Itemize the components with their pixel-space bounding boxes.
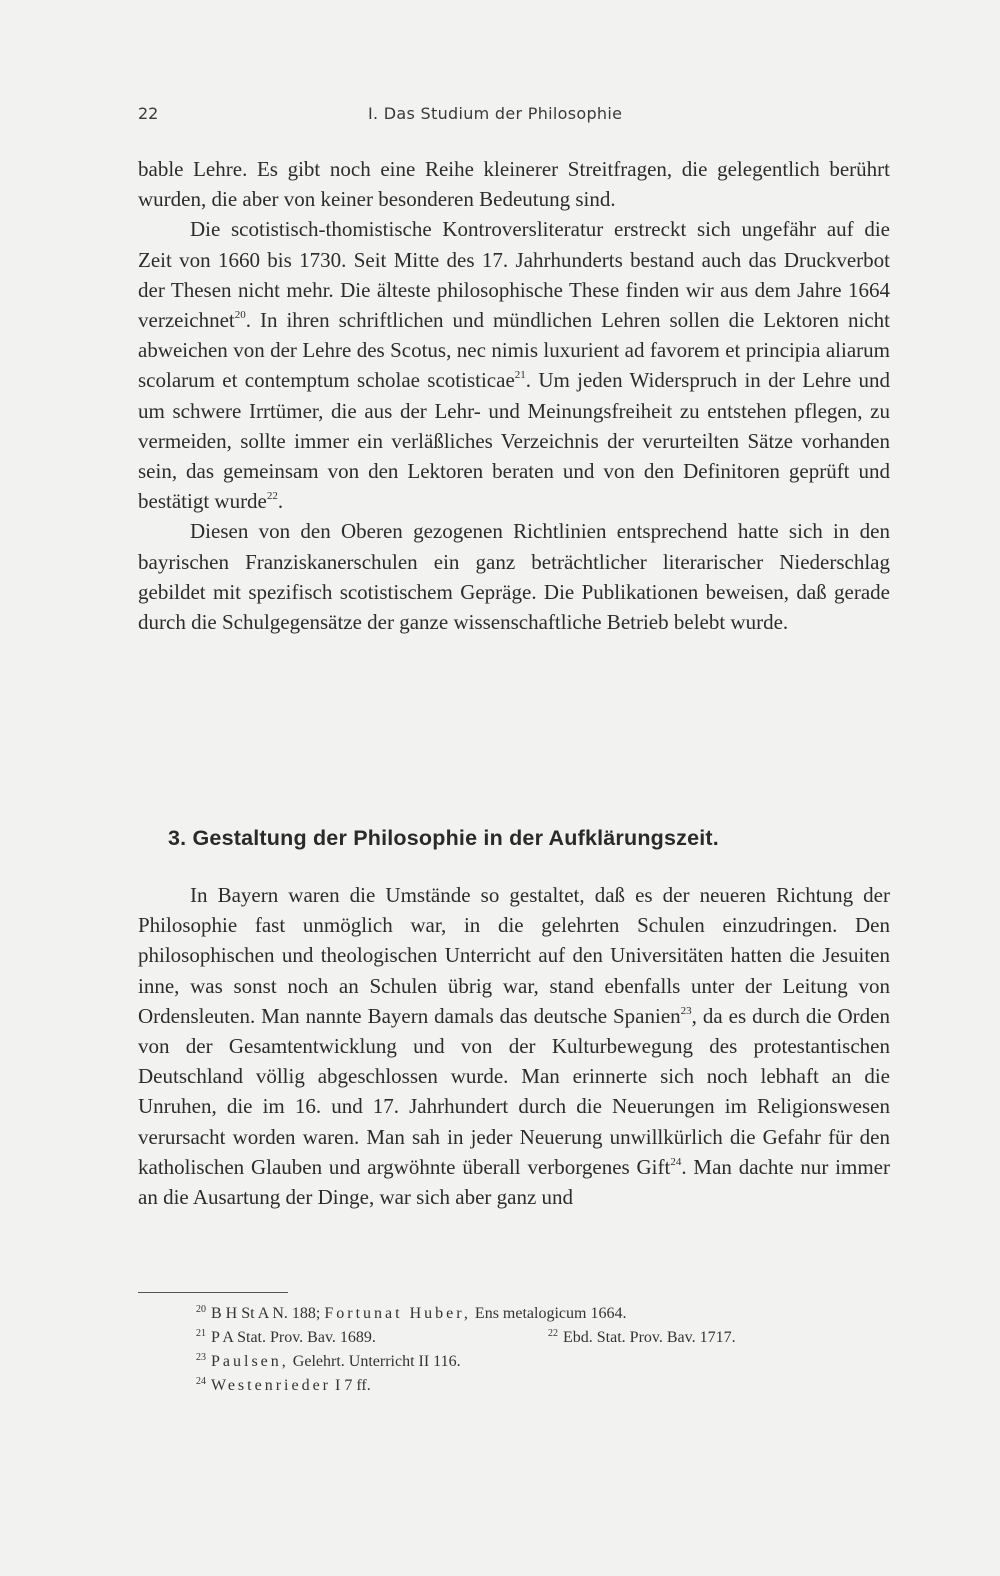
footnote-author: Fortunat Huber,: [324, 1305, 471, 1322]
footnote-line: [138, 1346, 890, 1370]
text-run: . Man dachte nur immer an die Ausartung der Dinge, war sich aber ganz und: [138, 1154, 890, 1210]
footnotes: [138, 1298, 890, 1394]
footnote-text: P A Stat. Prov. Bav. 1689.: [211, 1329, 376, 1346]
footnote-ref-23[interactable]: 23: [680, 1004, 692, 1017]
footnote-ref-24[interactable]: 24: [670, 1155, 682, 1168]
footnote-mark: 20: [196, 1304, 206, 1315]
text-run: . In ihren schriftlichen und mündlichen Lehren sollen die Lektoren nicht abweichen von der Lehre des Scotus, nec nimis luxurient ad favorem et principia aliarum scolarum et contemptum scholae scotisticae: [138, 308, 890, 393]
footnote-line: [138, 1298, 890, 1322]
footnote-text: Ens metalogicum 1664.: [474, 1305, 627, 1322]
footnote-ref-21[interactable]: 21: [514, 369, 526, 382]
text-block-lower: [138, 880, 890, 1212]
running-head: [138, 104, 890, 128]
footnote-24: [196, 1370, 371, 1398]
footnote-line: [138, 1370, 890, 1394]
footnote-mark: 24: [196, 1376, 206, 1387]
text-run: .: [277, 489, 284, 514]
footnote-text: Gelehrt. Unterricht II 116.: [292, 1353, 461, 1370]
page-number: 22: [138, 104, 159, 123]
footnote-divider: [138, 1292, 288, 1293]
section-heading: 3. Gestaltung der Philosophie in der Aufklärungszeit.: [168, 826, 719, 850]
footnote-mark: 22: [548, 1328, 558, 1339]
paragraph-richtlinien: Diesen von den Oberen gezogenen Richtlinien entsprechend hatte sich in den bayrischen Franziskanerschulen ein ganz beträchtlicher literarischer Niederschlag gebildet mit spezifisch scotistischem Gepräge. Die Publikationen beweisen, daß gerade durch die Schulgegensätze der ganze wissenschaftliche Betrieb belebt wurde.: [138, 519, 890, 635]
footnote-author: Westenrieder: [211, 1377, 331, 1394]
footnote-ref-22[interactable]: 22: [266, 490, 278, 503]
footnote-mark: 21: [196, 1328, 206, 1339]
footnote-text: Ebd. Stat. Prov. Bav. 1717.: [563, 1329, 736, 1346]
footnote-text: B H St A N. 188;: [211, 1305, 321, 1322]
text-run: Die scotistisch-thomistische Kontroversliteratur erstreckt sich ungefähr auf die Zeit von 1660 bis 1730. Seit Mitte des 17. Jahrhunderts bestand auch das Druckverbot der Thesen nicht mehr. Die älteste philosophische These finden wir aus dem Jahre 1664 verzeichnet: [138, 217, 890, 333]
paragraph-bayern: [138, 880, 890, 1212]
footnote-mark: 23: [196, 1352, 206, 1363]
paragraph-continued: bable Lehre. Es gibt noch eine Reihe kleinerer Streitfragen, die gelegentlich berührt wurden, die aber von keiner besonderen Bedeutung sind.: [138, 157, 890, 212]
footnote-text: I 7 ff.: [335, 1377, 371, 1394]
text-run: . Um jeden Widerspruch in der Lehre und um schwere Irrtümer, die aus der Lehr- und Meinungsfreiheit zu entstehen pflegen, zu vermeiden, sollte immer ein verläßliches Verzeichnis der verurteilten Sätze vorhanden sein, das gemeinsam von den Lektoren beraten und von den Definitoren geprüft und bestätigt wurde: [138, 368, 891, 514]
text-run: , da es durch die Orden von der Gesamtentwicklung und von der Kulturbewegung des protestantischen Deutschland völlig abgeschlossen wurde. Man erinnerte sich noch lebhaft an die Unruhen, die im 16. und 17. Jahrhundert durch die Neuerungen im Religionswesen verursacht worden waren. Man sah in jeder Neuerung unwillkürlich die Gefahr für den katholischen Glauben und argwöhnte überall verborgenes Gift: [138, 1003, 890, 1179]
paragraph-kontroversliteratur: [138, 214, 890, 516]
footnote-line: [138, 1322, 890, 1346]
running-title: I. Das Studium der Philosophie: [368, 104, 623, 123]
footnote-ref-20[interactable]: 20: [234, 309, 246, 322]
text-run: In Bayern waren die Umstände so gestaltet, daß es der neueren Richtung der Philosophie fast unmöglich war, in die gelehrten Schulen einzudringen. Den philosophischen und theologischen Unterricht auf den Universitäten hatten die Jesuiten inne, was sonst noch an Schulen übrig war, stand ebenfalls unter der Leitung von Ordensleuten. Man nannte Bayern damals das deutsche Spanien: [138, 883, 890, 1028]
footnote-author: Paulsen,: [211, 1353, 289, 1370]
text-block-upper: [138, 154, 890, 637]
